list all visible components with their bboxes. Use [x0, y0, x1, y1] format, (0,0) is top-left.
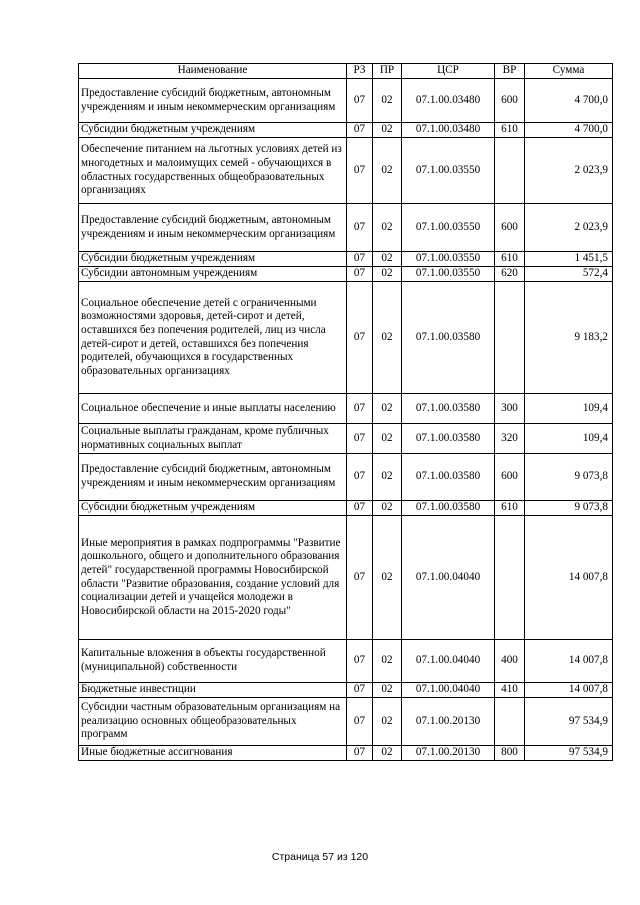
- row-csr: 07.1.00.20130: [402, 746, 495, 761]
- row-sum: 14 007,8: [525, 640, 613, 683]
- table-row: [79, 138, 613, 204]
- row-sum: 4 700,0: [525, 123, 613, 138]
- table-row: [79, 746, 613, 761]
- row-sum: 14 007,8: [525, 516, 613, 640]
- row-sum: 9 073,8: [525, 454, 613, 501]
- row-vr: [495, 516, 525, 640]
- row-pr: 02: [373, 123, 402, 138]
- row-pr: 02: [373, 252, 402, 267]
- row-vr: 800: [495, 746, 525, 761]
- row-vr: 610: [495, 123, 525, 138]
- table-row: [79, 640, 613, 683]
- row-rz: 07: [347, 79, 373, 123]
- row-vr: [495, 138, 525, 204]
- table-row: [79, 394, 613, 424]
- row-rz: 07: [347, 252, 373, 267]
- row-pr: 02: [373, 516, 402, 640]
- row-sum: 97 534,9: [525, 746, 613, 761]
- row-rz: 07: [347, 746, 373, 761]
- row-rz: 07: [347, 394, 373, 424]
- table-row: [79, 501, 613, 516]
- row-vr: [495, 698, 525, 746]
- row-pr: 02: [373, 683, 402, 698]
- row-name: Предоставление субсидий бюджетным, автономным учреждениям и иным некоммерческим организациям: [79, 79, 347, 123]
- table-row: [79, 252, 613, 267]
- row-name: Иные бюджетные ассигнования: [79, 746, 347, 761]
- row-csr: 07.1.00.03580: [402, 424, 495, 454]
- table-header-row: [79, 64, 613, 79]
- row-rz: 07: [347, 698, 373, 746]
- header-rz: РЗ: [347, 64, 373, 79]
- row-csr: 07.1.00.03480: [402, 79, 495, 123]
- row-rz: 07: [347, 204, 373, 252]
- row-name: Социальное обеспечение и иные выплаты населению: [79, 394, 347, 424]
- row-name: Обеспечение питанием на льготных условиях детей из многодетных и малоимущих семей - обучающихся в областных государственных общеобразовательных организациях: [79, 138, 347, 204]
- row-pr: 02: [373, 267, 402, 282]
- table-row: [79, 79, 613, 123]
- row-csr: 07.1.00.03580: [402, 454, 495, 501]
- row-name: Социальное обеспечение детей с ограниченными возможностями здоровья, детей-сирот и детей, оставшихся без попечения родителей, лиц из числа детей-сирот и детей, оставшихся без попечения родителей, обучающихся в государственных образовательных организациях: [79, 282, 347, 394]
- table-row: [79, 282, 613, 394]
- row-rz: 07: [347, 267, 373, 282]
- row-pr: 02: [373, 79, 402, 123]
- row-pr: 02: [373, 204, 402, 252]
- row-rz: 07: [347, 123, 373, 138]
- row-sum: 109,4: [525, 394, 613, 424]
- table-row: [79, 204, 613, 252]
- page-number: Страница 57 из 120: [271, 851, 369, 863]
- table-row: [79, 683, 613, 698]
- row-csr: 07.1.00.03480: [402, 123, 495, 138]
- row-name: Субсидии бюджетным учреждениям: [79, 501, 347, 516]
- row-rz: 07: [347, 282, 373, 394]
- row-csr: 07.1.00.03580: [402, 394, 495, 424]
- row-vr: 600: [495, 79, 525, 123]
- header-name: Наименование: [79, 64, 347, 79]
- row-vr: 610: [495, 252, 525, 267]
- row-pr: 02: [373, 698, 402, 746]
- table-row: [79, 267, 613, 282]
- row-pr: 02: [373, 501, 402, 516]
- row-sum: 1 451,5: [525, 252, 613, 267]
- row-csr: 07.1.00.03550: [402, 138, 495, 204]
- row-rz: 07: [347, 454, 373, 501]
- table-row: [79, 123, 613, 138]
- row-rz: 07: [347, 683, 373, 698]
- header-pr: ПР: [373, 64, 402, 79]
- table-row: [79, 516, 613, 640]
- row-name: Субсидии частным образовательным организациям на реализацию основных общеобразовательных программ: [79, 698, 347, 746]
- row-vr: 620: [495, 267, 525, 282]
- row-rz: 07: [347, 424, 373, 454]
- row-pr: 02: [373, 394, 402, 424]
- table-row: [79, 454, 613, 501]
- row-csr: 07.1.00.03550: [402, 204, 495, 252]
- row-pr: 02: [373, 640, 402, 683]
- row-csr: 07.1.00.04040: [402, 640, 495, 683]
- header-vr: ВР: [495, 64, 525, 79]
- row-sum: 2 023,9: [525, 138, 613, 204]
- row-csr: 07.1.00.04040: [402, 683, 495, 698]
- row-csr: 07.1.00.03550: [402, 252, 495, 267]
- row-pr: 02: [373, 138, 402, 204]
- row-sum: 2 023,9: [525, 204, 613, 252]
- row-name: Субсидии автономным учреждениям: [79, 267, 347, 282]
- row-name: Бюджетные инвестиции: [79, 683, 347, 698]
- row-vr: 320: [495, 424, 525, 454]
- row-name: Иные мероприятия в рамках подпрограммы "Развитие дошкольного, общего и дополнительного образования детей" государственной программы Новосибирской области "Развитие образования, создание условий для социализации детей и учащейся молодежи в Новосибирской области на 2015-2020 годы": [79, 516, 347, 640]
- row-name: Социальные выплаты гражданам, кроме публичных нормативных социальных выплат: [79, 424, 347, 454]
- row-vr: 610: [495, 501, 525, 516]
- row-name: Субсидии бюджетным учреждениям: [79, 252, 347, 267]
- row-sum: 572,4: [525, 267, 613, 282]
- row-sum: 97 534,9: [525, 698, 613, 746]
- row-vr: [495, 282, 525, 394]
- row-name: Предоставление субсидий бюджетным, автономным учреждениям и иным некоммерческим организациям: [79, 454, 347, 501]
- row-pr: 02: [373, 454, 402, 501]
- table-row: [79, 698, 613, 746]
- table-row: [79, 424, 613, 454]
- row-sum: 14 007,8: [525, 683, 613, 698]
- row-pr: 02: [373, 746, 402, 761]
- row-pr: 02: [373, 282, 402, 394]
- row-pr: 02: [373, 424, 402, 454]
- row-vr: 400: [495, 640, 525, 683]
- row-csr: 07.1.00.03580: [402, 282, 495, 394]
- row-rz: 07: [347, 138, 373, 204]
- row-csr: 07.1.00.20130: [402, 698, 495, 746]
- row-name: Капитальные вложения в объекты государственной (муниципальной) собственности: [79, 640, 347, 683]
- row-sum: 9 183,2: [525, 282, 613, 394]
- row-rz: 07: [347, 501, 373, 516]
- row-csr: 07.1.00.03580: [402, 501, 495, 516]
- row-vr: 410: [495, 683, 525, 698]
- row-sum: 9 073,8: [525, 501, 613, 516]
- row-vr: 300: [495, 394, 525, 424]
- row-sum: 4 700,0: [525, 79, 613, 123]
- row-csr: 07.1.00.03550: [402, 267, 495, 282]
- header-sum: Сумма: [525, 64, 613, 79]
- row-name: Предоставление субсидий бюджетным, автономным учреждениям и иным некоммерческим организациям: [79, 204, 347, 252]
- row-rz: 07: [347, 516, 373, 640]
- row-vr: 600: [495, 204, 525, 252]
- row-name: Субсидии бюджетным учреждениям: [79, 123, 347, 138]
- header-csr: ЦСР: [402, 64, 495, 79]
- row-sum: 109,4: [525, 424, 613, 454]
- row-vr: 600: [495, 454, 525, 501]
- row-rz: 07: [347, 640, 373, 683]
- row-csr: 07.1.00.04040: [402, 516, 495, 640]
- budget-table: [78, 63, 613, 761]
